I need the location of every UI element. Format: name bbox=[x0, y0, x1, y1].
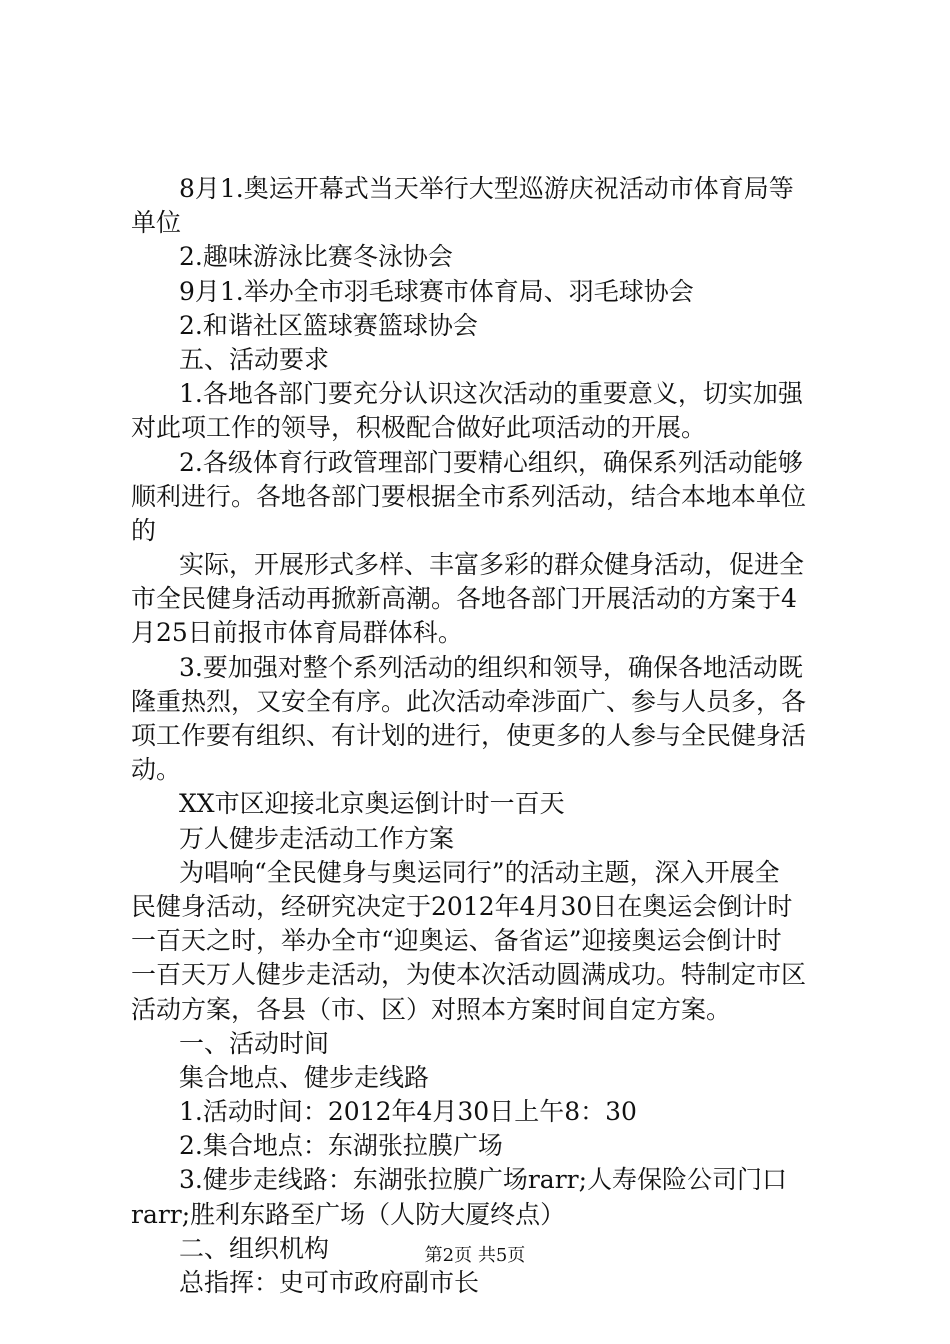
text-line: 8月1.奥运开幕式当天举行大型巡游庆祝活动市体育局等 bbox=[179, 174, 794, 203]
text-line: 实际，开展形式多样、丰富多彩的群众健身活动，促进全 bbox=[179, 550, 805, 580]
page-footer: 第2页 共5页 bbox=[424, 1245, 526, 1266]
text-line: 为唱响“全民健身与奥运同行”的活动主题，深入开展全 bbox=[179, 857, 780, 887]
text-line: 2.集合地点：东湖张拉膜广场 bbox=[179, 1131, 503, 1161]
text-line: 动。 bbox=[131, 755, 182, 785]
text-line: 3.要加强对整个系列活动的组织和领导，确保各地活动既 bbox=[179, 652, 803, 682]
text-line: 月25日前报市体育局群体科。 bbox=[131, 618, 463, 648]
text-line: rarr;胜利东路至广场（人防大厦终点） bbox=[131, 1199, 566, 1229]
text-line: 2.趣味游泳比赛冬泳协会 bbox=[179, 242, 453, 272]
document-body bbox=[131, 172, 831, 1300]
text-line: 1.各地各部门要充分认识这次活动的重要意义，切实加强 bbox=[179, 379, 803, 409]
text-line: 2.和谐社区篮球赛篮球协会 bbox=[179, 310, 478, 340]
document-title-line: 万人健步走活动工作方案 bbox=[179, 823, 455, 853]
text-line: 活动方案，各县（市、区）对照本方案时间自定方案。 bbox=[131, 994, 732, 1024]
text-line: 顺利进行。各地各部门要根据全市系列活动，结合本地本单位 bbox=[131, 481, 807, 511]
text-line: 1.活动时间：2012年4月30日上午8：30 bbox=[179, 1097, 637, 1127]
section-heading: 五、活动要求 bbox=[179, 344, 330, 374]
text-line: 总指挥：史可市政府副市长 bbox=[179, 1268, 480, 1297]
text-line: 的 bbox=[131, 515, 157, 545]
text-line: 3.健步走线路：东湖张拉膜广场rarr;人寿保险公司门口 bbox=[179, 1165, 788, 1195]
text-line: 2.各级体育行政管理部门要精心组织，确保系列活动能够 bbox=[179, 447, 803, 477]
text-line: 项工作要有组织、有计划的进行，使更多的人参与全民健身活 bbox=[131, 721, 807, 750]
text-line: 市全民健身活动再掀新高潮。各地各部门开展活动的方案于4 bbox=[131, 584, 797, 614]
text-line: 民健身活动，经研究决定于2012年4月30日在奥运会倒计时 bbox=[131, 891, 793, 921]
text-line: 一百天万人健步走活动，为使本次活动圆满成功。特制定市区 bbox=[131, 960, 807, 990]
text-line: 一百天之时，举办全市“迎奥运、备省运”迎接奥运会倒计时 bbox=[131, 926, 782, 956]
section-heading: 二、组织机构 bbox=[179, 1233, 330, 1263]
section-heading: 一、活动时间 bbox=[179, 1028, 330, 1058]
text-line: 9月1.举办全市羽毛球赛市体育局、羽毛球协会 bbox=[179, 276, 694, 306]
document-title-line: XX市区迎接北京奥运倒计时一百天 bbox=[179, 789, 565, 819]
text-line: 隆重热烈，又安全有序。此次活动牵涉面广、参与人员多，各 bbox=[131, 686, 807, 716]
text-line: 集合地点、健步走线路 bbox=[179, 1062, 430, 1092]
text-line: 单位 bbox=[131, 208, 182, 238]
text-line: 对此项工作的领导，积极配合做好此项活动的开展。 bbox=[131, 413, 707, 443]
